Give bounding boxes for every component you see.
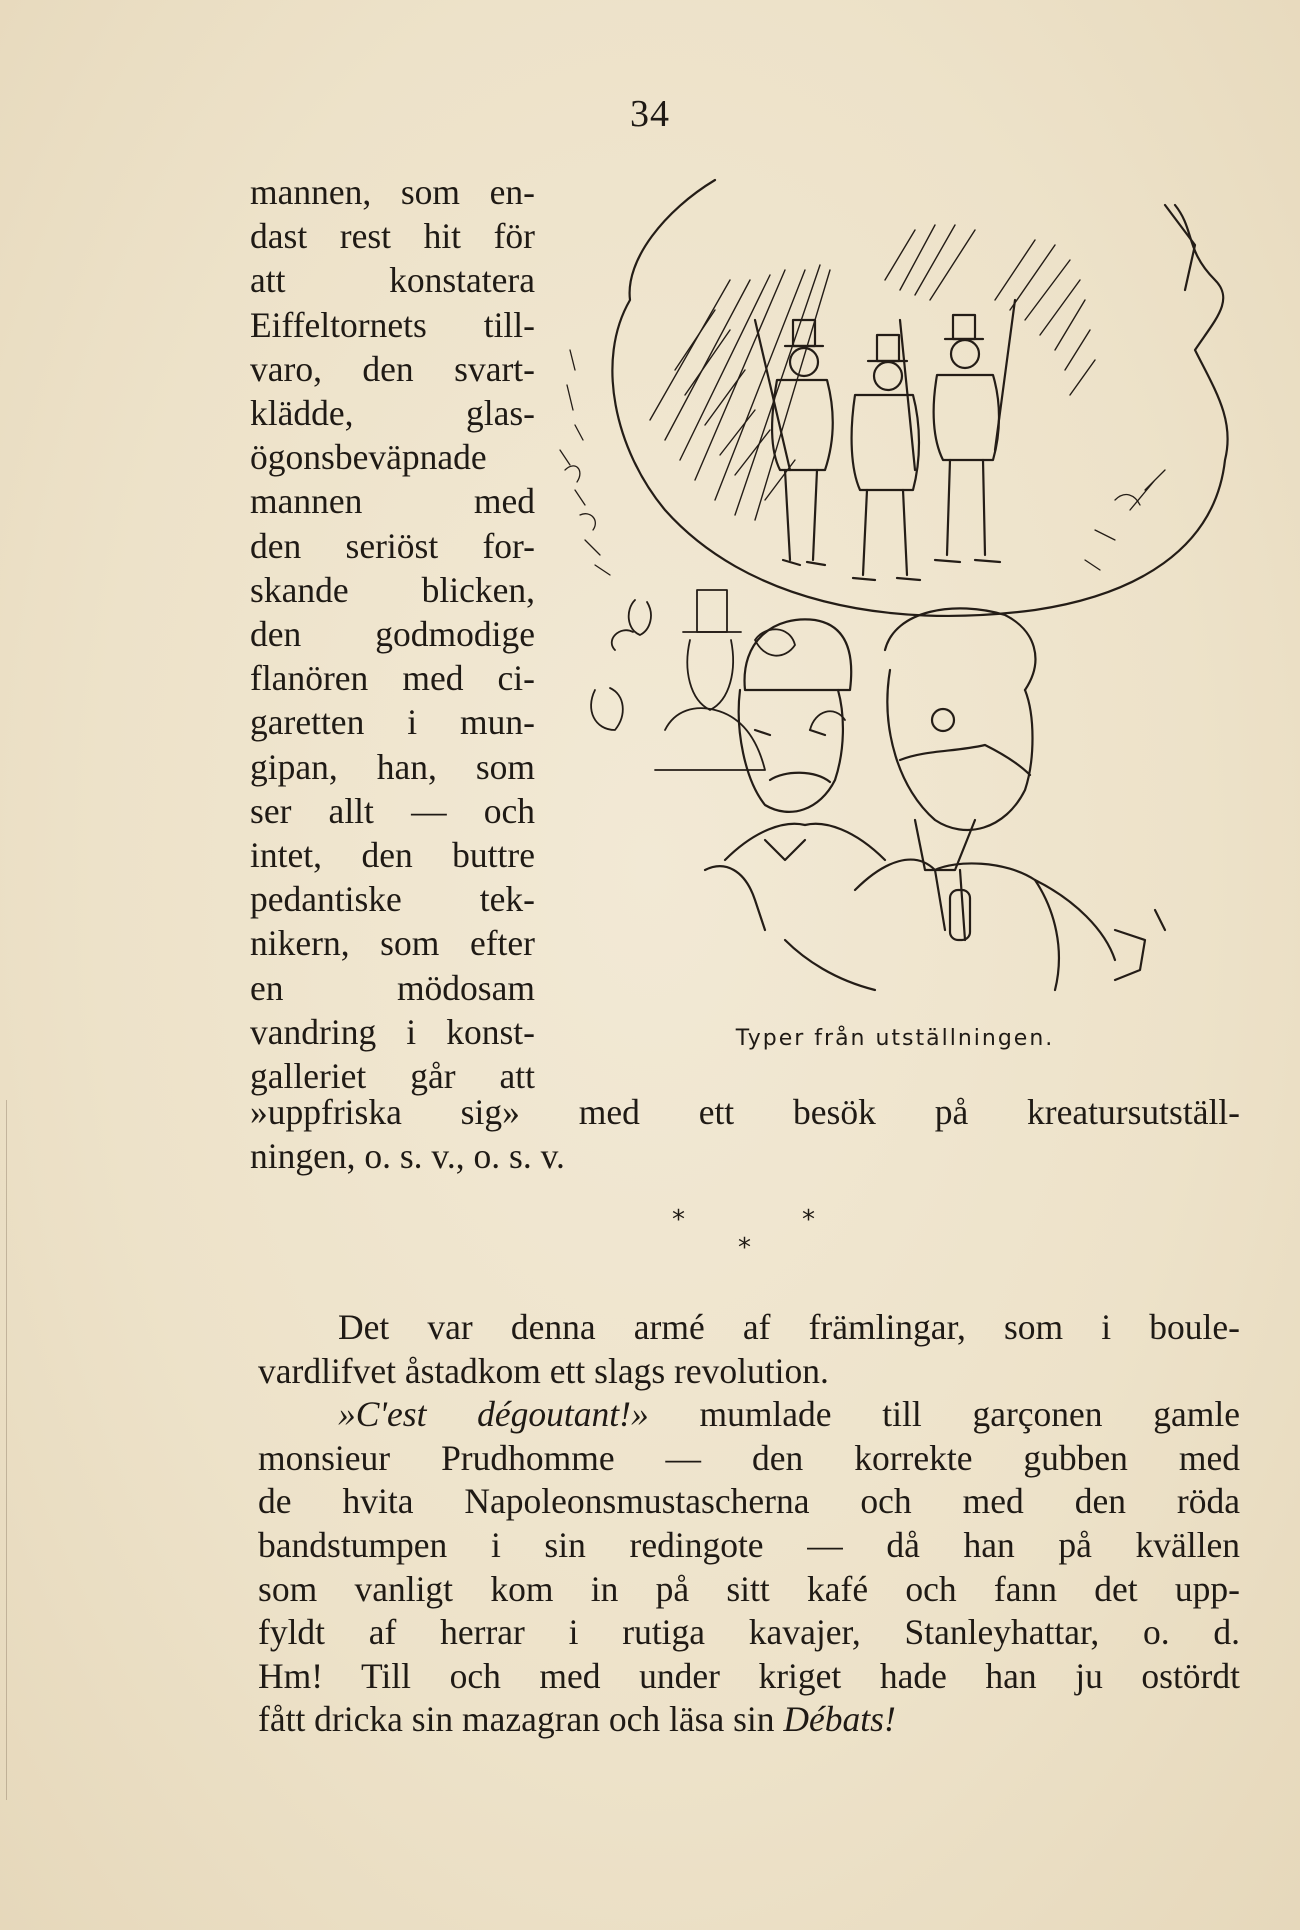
text-line: vardlifvet åstadkom ett slags revolution. xyxy=(258,1350,829,1391)
text-line: monsieur Prudhomme — den korrekte gubben med xyxy=(258,1437,1240,1478)
text-line: Eiffeltornets till- xyxy=(250,304,535,345)
text-line: fyldt af herrar i rutiga kavajer, Stanleyhattar, o. d. xyxy=(258,1612,1240,1653)
text-line: vandring i konst- xyxy=(250,1011,535,1052)
text-line: den seriöst for- xyxy=(250,525,535,566)
illustration-exhibition-types xyxy=(555,170,1265,1040)
illustration-caption: Typer från utställningen. xyxy=(735,1026,1055,1051)
paragraph-2 xyxy=(258,1306,1240,1742)
text-line: flanören med ci- xyxy=(250,658,535,699)
text-line: gipan, han, som xyxy=(250,746,535,787)
text-line: mannen med xyxy=(250,481,535,522)
text-line: den godmodige xyxy=(250,614,535,655)
text-line: Hm! Till och med under kriget hade han ju ostördt xyxy=(258,1655,1240,1696)
page-number: 34 xyxy=(630,93,670,135)
text-fragment: fått dricka sin mazagran och läsa sin xyxy=(258,1699,775,1740)
text-line: galleriet går att xyxy=(250,1056,535,1097)
text-line-final xyxy=(258,1698,1240,1742)
text-line: pedantiske tek- xyxy=(250,879,535,920)
text-line: att konstatera xyxy=(250,260,535,301)
newspaper-title: Débats! xyxy=(783,1699,896,1740)
text-line: de hvita Napoleonsmustascherna och med den röda xyxy=(258,1481,1240,1522)
text-line: klädde, glas- xyxy=(250,393,535,434)
asterisk: * xyxy=(738,1233,751,1263)
text-line: som vanligt kom in på sitt kafé och fann det upp- xyxy=(258,1568,1240,1609)
text-line: garetten i mun- xyxy=(250,702,535,743)
asterisk: * xyxy=(672,1205,685,1235)
text-line: en mödosam xyxy=(250,967,535,1008)
text-line: skande blicken, xyxy=(250,569,535,610)
text-line: mannen, som en- xyxy=(250,172,535,212)
text-line-quote xyxy=(258,1393,1240,1437)
text-line: dast rest hit för xyxy=(250,216,535,257)
page-edge-shadow xyxy=(6,1100,7,1800)
text-line: ser allt — och xyxy=(250,790,535,831)
text-line: nikern, som efter xyxy=(250,923,535,964)
asterisk: * xyxy=(802,1205,815,1235)
text-line: intet, den buttre xyxy=(250,835,535,876)
paragraph-1-column xyxy=(250,170,535,1098)
text-fragment: mumlade till garçonen gamle xyxy=(699,1394,1240,1435)
section-break-asterisks xyxy=(640,1205,860,1265)
text-line-end: ningen, o. s. v., o. s. v. xyxy=(250,1136,565,1176)
french-quote: »C'est dégoutant!» xyxy=(338,1394,649,1435)
text-line: Det var denna armé af främlingar, som i boule- xyxy=(338,1307,1240,1347)
text-line: varo, den svart- xyxy=(250,348,535,389)
text-line: bandstumpen i sin redingote — då han på kvällen xyxy=(258,1524,1240,1565)
text-line: ögonsbeväpnade xyxy=(250,437,487,478)
text-line-wide: »uppfriska sig» med ett besök på kreatursutställ- xyxy=(250,1092,1240,1132)
